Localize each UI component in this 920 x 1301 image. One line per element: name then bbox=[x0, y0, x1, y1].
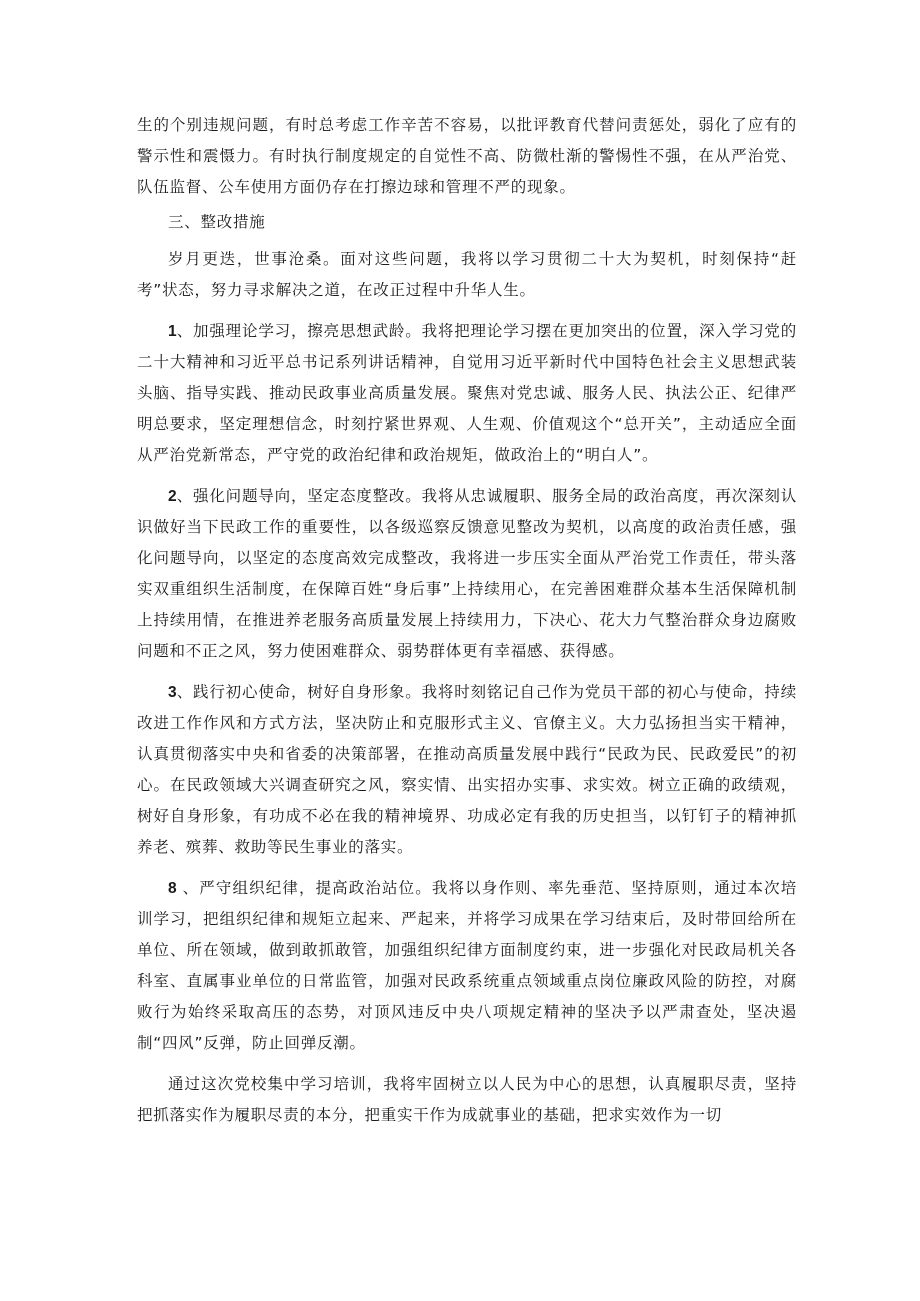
item-number: 1 bbox=[168, 323, 177, 340]
item-text: 、严守组织纪律，提高政治站位。我将以身作则、率先垂范、坚持原则，通过本次培训学习，把组织纪律和规矩立起来、严起来，并将学习成果在学习结束后，及时带回给所在单位、所在领域，做到敢抓敢管，加强组织纪律方面制度约束，进一步强化对民政局机关各科室、直属事业单位的日常监管，加强对民政系统重点领域重点岗位廉政风险的防控，对腐败行为始终采取高压的态势，对顶风违反中央八项规定精神的坚决予以严肃查处，坚决遏制“四风”反弹，防止回弹反潮。 bbox=[137, 879, 797, 1052]
item-text: 、加强理论学习，擦亮思想武龄。我将把理论学习摆在更加突出的位置，深入学习党的二十大精神和习近平总书记系列讲话精神，自觉用习近平新时代中国特色社会主义思想武装头脑、指导实践、推动民政事业高质量发展。聚焦对党忠诚、服务人民、执法公正、纪律严明总要求，坚定理想信念，时刻拧紧世界观、人生观、价值观这个“总开关”，主动适应全面从严治党新常态，严守党的政治纪律和政治规矩，做政治上的“明白人”。 bbox=[137, 322, 797, 464]
paragraph-continued: 生的个别违规问题，有时总考虑工作辛苦不容易，以批评教育代替问责惩处，弱化了应有的警示性和震慑力。有时执行制度规定的自觉性不高、防微杜渐的警惕性不强，在从严治党、队伍监督、公车使用方面仍存在打擦边球和管理不严的现象。 bbox=[137, 116, 797, 196]
measure-item-1 bbox=[137, 316, 797, 471]
measure-item-3 bbox=[137, 677, 797, 863]
measure-item-4 bbox=[137, 873, 797, 1059]
item-text: 、践行初心使命，树好自身形象。我将时刻铭记自己作为党员干部的初心与使命，持续改进工作作风和方式方法，坚决防止和克服形式主义、官僚主义。大力弘扬担当实干精神，认真贯彻落实中央和省委的决策部署，在推动高质量发展中践行“民政为民、民政爱民”的初心。在民政领域大兴调查研究之风，察实情、出实招办实事、求实效。树立正确的政绩观，树好自身形象，有功成不必在我的精神境界、功成必定有我的历史担当，以钉钉子的精神抓养老、殡葬、救助等民生事业的落实。 bbox=[137, 683, 797, 856]
item-text: 、强化问题导向，坚定态度整改。我将从忠诚履职、服务全局的政治高度，再次深刻认识做好当下民政工作的重要性，以各级巡察反馈意见整改为契机，以高度的政治责任感，强化问题导向，以坚定的态度高效完成整改，我将进一步压实全面从严治党工作责任，带头落实双重组织生活制度，在保障百姓“身后事”上持续用心，在完善困难群众基本生活保障机制上持续用情，在推进养老服务高质量发展上持续用力，下决心、花大力气整治群众身边腐败问题和不正之风，努力使困难群众、弱势群体更有幸福感、获得感。 bbox=[137, 487, 797, 660]
closing-paragraph: 通过这次党校集中学习培训，我将牢固树立以人民为中心的思想，认真履职尽责，坚持把抓落实作为履职尽责的本分，把重实干作为成就事业的基础，把求实效作为一切 bbox=[137, 1075, 797, 1124]
item-number: 3 bbox=[168, 684, 177, 701]
section-heading: 三、整改措施 bbox=[168, 213, 266, 231]
document-body bbox=[137, 110, 797, 1131]
item-number: 2 bbox=[168, 488, 177, 505]
item-number: 8 bbox=[168, 880, 177, 897]
intro-paragraph: 岁月更迭，世事沧桑。面对这些问题，我将以学习贯彻二十大为契机，时刻保持“赶考”状态，努力寻求解决之道，在改正过程中升华人生。 bbox=[137, 250, 797, 299]
measure-item-2 bbox=[137, 481, 797, 667]
